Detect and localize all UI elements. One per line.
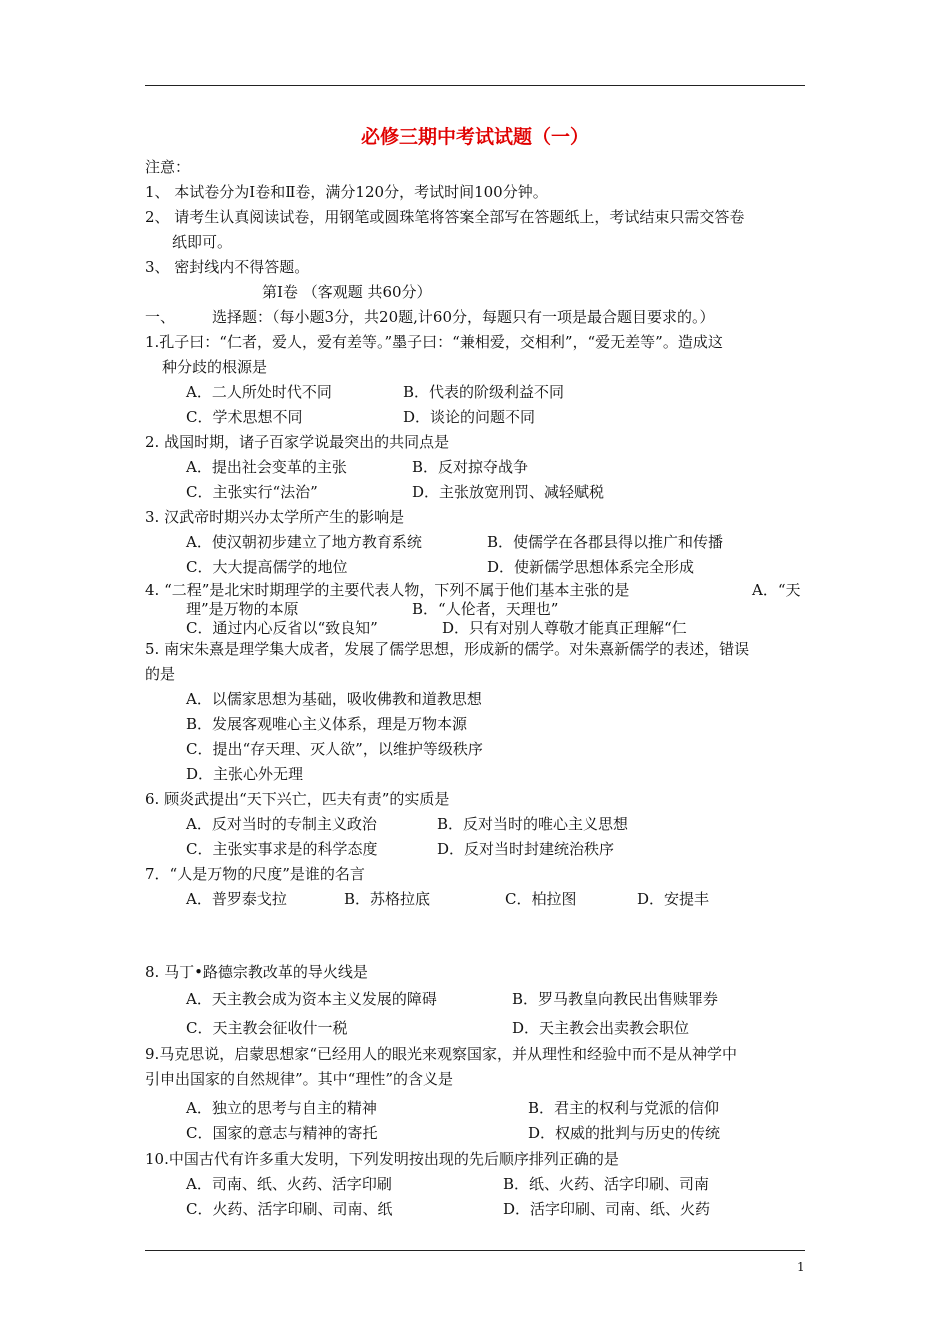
- option-d: D．活字印刷、司南、纸、火药: [503, 1200, 711, 1218]
- option-a: A．独立的思考与自主的精神: [186, 1099, 377, 1117]
- question-stem-continued: 种分歧的根源是: [162, 358, 268, 376]
- question-stem: 3. 汉武帝时期兴办太学所产生的影响是: [145, 508, 405, 526]
- option-a: A．“天: [752, 581, 801, 599]
- question-stem: 5. 南宋朱熹是理学集大成者，发展了儒学思想，形成新的儒学。对朱熹新儒学的表述，错误: [145, 640, 750, 658]
- option-d: D．主张心外无理: [186, 765, 304, 783]
- option-d: D．只有对别人尊敬才能真正理解“仁: [442, 619, 687, 637]
- option-c: C．天主教会征收什一税: [186, 1019, 348, 1037]
- note-item: 3、 密封线内不得答题。: [145, 258, 310, 276]
- question-stem: 4. “二程”是北宋时期理学的主要代表人物，下列不属于他们基本主张的是: [145, 581, 630, 599]
- option-d: D．天主教会出卖教会职位: [512, 1019, 690, 1037]
- option-b: B．罗马教皇向教民出售赎罪券: [512, 990, 719, 1008]
- option-b: B．反对掠夺战争: [412, 458, 529, 476]
- part-label: 一、: [145, 308, 176, 326]
- option-b: B．“人伦者，天理也”: [412, 600, 559, 618]
- option-a: A．使汉朝初步建立了地方教育系统: [186, 533, 422, 551]
- question-stem-continued: 引申出国家的自然规律”。其中“理性”的含义是: [145, 1070, 454, 1088]
- option-c: C．国家的意志与精神的寄托: [186, 1124, 378, 1142]
- option-b: B．君主的权利与党派的信仰: [528, 1099, 720, 1117]
- option-a: A．普罗泰戈拉: [186, 890, 287, 908]
- option-a: A．以儒家思想为基础，吸收佛教和道教思想: [186, 690, 482, 708]
- option-d: D．主张放宽刑罚、减轻赋税: [412, 483, 605, 501]
- option-d: D．反对当时封建统治秩序: [437, 840, 615, 858]
- option-c: C．火药、活字印刷、司南、纸: [186, 1200, 393, 1218]
- option-d: D．使新儒学思想体系完全形成: [487, 558, 695, 576]
- notes-heading: 注意：: [145, 158, 191, 176]
- option-b: B．发展客观唯心主义体系，理是万物本源: [186, 715, 468, 733]
- question-stem: 8. 马丁•路德宗教改革的导火线是: [145, 963, 368, 981]
- option-a: A．天主教会成为资本主义发展的障碍: [186, 990, 437, 1008]
- option-c: C．主张实事求是的科学态度: [186, 840, 378, 858]
- option-c: C．大大提高儒学的地位: [186, 558, 348, 576]
- section-title: 第Ⅰ卷 （客观题 共60分）: [262, 283, 432, 301]
- option-b: B．反对当时的唯心主义思想: [437, 815, 629, 833]
- question-stem: 9.马克思说，启蒙思想家“已经用人的眼光来观察国家，并从理性和经验中而不是从神学中: [145, 1045, 737, 1063]
- question-stem: 2. 战国时期，诸子百家学说最突出的共同点是: [145, 433, 450, 451]
- question-stem-continued: 理”是万物的本原: [186, 600, 299, 618]
- option-c: C．通过内心反省以“致良知”: [186, 619, 378, 637]
- footer-rule: [145, 1250, 805, 1251]
- option-c: C．学术思想不同: [186, 408, 303, 426]
- option-c: C．主张实行“法治”: [186, 483, 318, 501]
- note-item: 1、 本试卷分为Ⅰ卷和Ⅱ卷，满分120分，考试时间100分钟。: [145, 183, 548, 201]
- option-a: A．提出社会变革的主张: [186, 458, 347, 476]
- note-item-continued: 纸即可。: [172, 233, 233, 251]
- option-b: B．苏格拉底: [344, 890, 431, 908]
- question-stem: 6. 顾炎武提出“天下兴亡，匹夫有责”的实质是: [145, 790, 450, 808]
- exam-title: 必修三期中考试试题（一）: [360, 126, 589, 148]
- question-stem-continued: 的是: [145, 665, 176, 683]
- option-a: A．反对当时的专制主义政治: [186, 815, 377, 833]
- option-d: D．安提丰: [637, 890, 710, 908]
- part-instructions: 选择题：（每小题3分，共20题,计60分，每题只有一项是最合题目要求的。）: [212, 308, 715, 326]
- option-d: D．谈论的问题不同: [403, 408, 536, 426]
- option-a: A．二人所处时代不同: [186, 383, 332, 401]
- option-b: B．纸、火药、活字印刷、司南: [503, 1175, 710, 1193]
- option-b: B．使儒学在各郡县得以推广和传播: [487, 533, 724, 551]
- question-stem: 10.中国古代有许多重大发明，下列发明按出现的先后顺序排列正确的是: [145, 1150, 619, 1168]
- header-rule: [145, 85, 805, 86]
- option-c: C．提出“存天理、灭人欲”，以维护等级秩序: [186, 740, 483, 758]
- option-a: A．司南、纸、火药、活字印刷: [186, 1175, 392, 1193]
- option-c: C．柏拉图: [505, 890, 577, 908]
- page-number: 1: [797, 1260, 805, 1274]
- note-item: 2、 请考生认真阅读试卷，用钢笔或圆珠笔将答案全部写在答题纸上，考试结束只需交答卷: [145, 208, 745, 226]
- option-d: D．权威的批判与历史的传统: [528, 1124, 721, 1142]
- question-stem: 1.孔子曰：“仁者，爱人，爱有差等。”墨子曰：“兼相爱，交相利”，“爱无差等”。造成这: [145, 333, 723, 351]
- option-b: B．代表的阶级利益不同: [403, 383, 565, 401]
- question-stem: 7．“人是万物的尺度”是谁的名言: [145, 865, 365, 883]
